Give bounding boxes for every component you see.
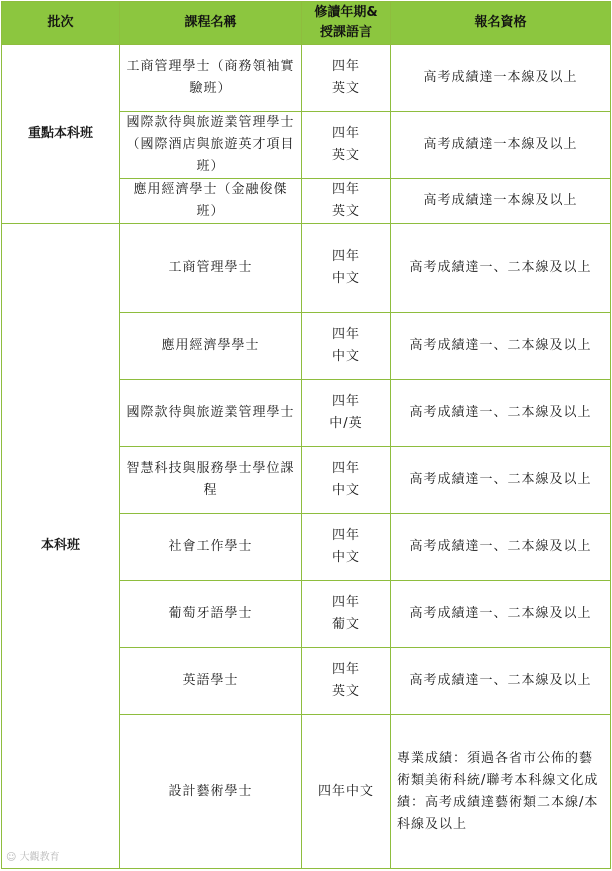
teaching-language: 英文 [331, 204, 360, 219]
study-years: 四年 [331, 182, 360, 197]
programme-table [1, 1, 611, 869]
years-language [302, 648, 391, 715]
study-years: 四年 [331, 528, 360, 543]
study-years: 四年 [331, 394, 360, 409]
requirement: 專業成績：須過各省市公佈的藝術類美術科統/聯考本科線文化成績：高考成績達藝術類二本線/本科線及以上 [391, 715, 611, 869]
course-name: 工商管理學士 [120, 224, 302, 313]
study-years: 四年 [331, 249, 360, 264]
watermark-logo [6, 848, 60, 863]
course-name: 應用經濟學學士 [120, 313, 302, 380]
table-row [2, 45, 611, 112]
requirement: 高考成績達一本線及以上 [391, 179, 611, 224]
requirement: 高考成績達一、二本線及以上 [391, 447, 611, 514]
study-years: 四年 [331, 461, 360, 476]
watermark-icon: ☺ [6, 852, 17, 863]
header-requirement: 報名資格 [391, 2, 611, 45]
teaching-language: 中/英 [329, 416, 363, 431]
course-name: 葡萄牙語學士 [120, 581, 302, 648]
course-name: 社會工作學士 [120, 514, 302, 581]
batch-cell: 本科班 [2, 224, 120, 869]
years-language [302, 179, 391, 224]
course-name: 智慧科技與服務學士學位課程 [120, 447, 302, 514]
years-language [302, 581, 391, 648]
requirement: 高考成績達一、二本線及以上 [391, 581, 611, 648]
header-years-language [302, 2, 391, 45]
years-language [302, 447, 391, 514]
header-years-line: 修讀年期& [314, 5, 378, 20]
teaching-language: 英文 [331, 81, 360, 96]
study-years: 四年 [331, 662, 360, 677]
course-name: 英語學士 [120, 648, 302, 715]
years-language [302, 45, 391, 112]
years-language [302, 224, 391, 313]
teaching-language: 葡文 [331, 617, 360, 632]
watermark-text: 大觀教育 [19, 852, 60, 863]
teaching-language: 英文 [331, 148, 360, 163]
requirement: 高考成績達一、二本線及以上 [391, 514, 611, 581]
years-language: 四年中文 [302, 715, 391, 869]
teaching-language: 中文 [331, 550, 360, 565]
requirement: 高考成績達一、二本線及以上 [391, 380, 611, 447]
course-name: 國際款待與旅遊業管理學士（國際酒店與旅遊英才項目班） [120, 112, 302, 179]
study-years: 四年 [331, 595, 360, 610]
years-language [302, 313, 391, 380]
requirement: 高考成績達一、二本線及以上 [391, 313, 611, 380]
header-batch: 批次 [2, 2, 120, 45]
requirement: 高考成績達一本線及以上 [391, 112, 611, 179]
course-name: 應用經濟學士（金融俊傑班） [120, 179, 302, 224]
study-years: 四年 [331, 126, 360, 141]
study-years: 四年 [331, 59, 360, 74]
requirement: 高考成績達一、二本線及以上 [391, 648, 611, 715]
requirement: 高考成績達一、二本線及以上 [391, 224, 611, 313]
teaching-language: 中文 [331, 349, 360, 364]
years-language [302, 112, 391, 179]
table-row [2, 224, 611, 313]
teaching-language: 中文 [331, 271, 360, 286]
course-name: 國際款待與旅遊業管理學士 [120, 380, 302, 447]
teaching-language: 中文 [331, 483, 360, 498]
batch-cell: 重點本科班 [2, 45, 120, 224]
years-language [302, 380, 391, 447]
course-name: 工商管理學士（商務領袖實驗班） [120, 45, 302, 112]
header-course-name: 課程名稱 [120, 2, 302, 45]
years-language [302, 514, 391, 581]
requirement: 高考成績達一本線及以上 [391, 45, 611, 112]
teaching-language: 英文 [331, 684, 360, 699]
study-years: 四年 [331, 327, 360, 342]
header-language-line: 授課語言 [319, 25, 372, 40]
header-row [2, 2, 611, 45]
course-name: 設計藝術學士 [120, 715, 302, 869]
